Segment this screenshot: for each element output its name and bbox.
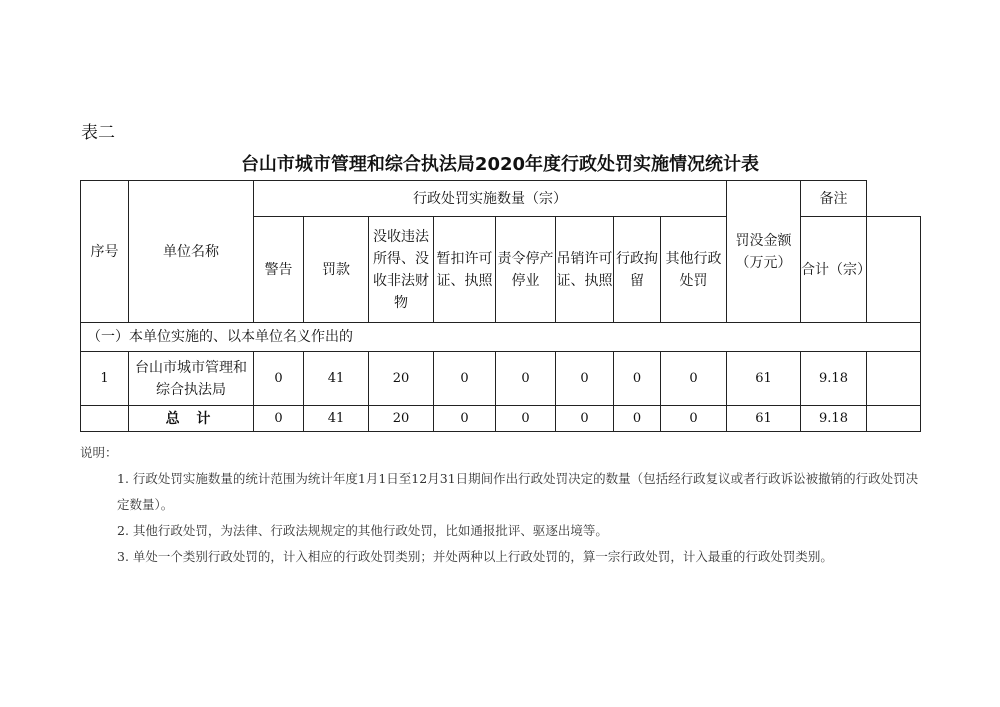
penalty-statistics-table (80, 180, 921, 432)
header-revoke-license: 吊销许可证、执照 (556, 217, 614, 323)
row-other-penalty: 0 (661, 352, 727, 406)
header-fine-amount: 罚没金额（万元） (727, 181, 801, 323)
section-label: （一）本单位实施的、以本单位名义作出的 (81, 323, 921, 352)
total-detention: 0 (614, 406, 661, 432)
document-title: 台山市城市管理和综合执法局2020年度行政处罚实施情况统计表 (240, 154, 760, 175)
header-detention: 行政拘留 (614, 217, 661, 323)
remarks-header-blank (867, 217, 921, 323)
row-detention: 0 (614, 352, 661, 406)
note-item-3: 3. 单处一个类别行政处罚的，计入相应的行政处罚类别；并处两种以上行政处罚的，算一宗行政处罚，计入最重的行政处罚类别。 (117, 549, 833, 564)
header-other-penalty: 其他行政处罚 (661, 217, 727, 323)
header-unit-name: 单位名称 (129, 181, 254, 323)
header-suspend-license: 暂扣许可证、执照 (434, 217, 496, 323)
header-warning: 警告 (254, 217, 304, 323)
total-suspend-license: 0 (434, 406, 496, 432)
header-subtotal: 合计（宗） (801, 217, 867, 323)
header-confiscate: 没收违法所得、没收非法财物 (369, 217, 434, 323)
notes-section (80, 440, 920, 570)
total-seq-blank (81, 406, 129, 432)
total-subtotal: 61 (727, 406, 801, 432)
total-fine-amount: 9.18 (801, 406, 867, 432)
note-item-1: 1. 行政处罚实施数量的统计范围为统计年度1月1日至12月31日期间作出行政处罚决定的数量（包括经行政复议或者行政诉讼被撤销的行政处罚决定数量）。 (117, 471, 919, 512)
row-seq: 1 (81, 352, 129, 406)
row-order-stop: 0 (496, 352, 556, 406)
header-penalty-count-group: 行政处罚实施数量（宗） (254, 181, 727, 217)
row-warning: 0 (254, 352, 304, 406)
row-unit-name: 台山市城市管理和综合执法局 (129, 352, 254, 406)
total-label: 总 计 (129, 406, 254, 432)
table-row (81, 352, 921, 406)
total-confiscate: 20 (369, 406, 434, 432)
total-revoke-license: 0 (556, 406, 614, 432)
total-fine: 41 (304, 406, 369, 432)
row-remarks (867, 352, 921, 406)
row-fine-amount: 9.18 (801, 352, 867, 406)
total-warning: 0 (254, 406, 304, 432)
row-confiscate: 20 (369, 352, 434, 406)
total-row (81, 406, 921, 432)
row-subtotal: 61 (727, 352, 801, 406)
header-fine: 罚款 (304, 217, 369, 323)
total-remarks-blank (867, 406, 921, 432)
row-revoke-license: 0 (556, 352, 614, 406)
table-label: 表二 (81, 123, 115, 143)
row-fine: 41 (304, 352, 369, 406)
notes-heading: 说明： (80, 445, 118, 460)
header-seq: 序号 (81, 181, 129, 323)
header-order-stop: 责令停产停业 (496, 217, 556, 323)
total-other-penalty: 0 (661, 406, 727, 432)
row-suspend-license: 0 (434, 352, 496, 406)
total-order-stop: 0 (496, 406, 556, 432)
header-remarks: 备注 (801, 181, 867, 217)
note-item-2: 2. 其他行政处罚，为法律、行政法规规定的其他行政处罚，比如通报批评、驱逐出境等。 (117, 523, 608, 538)
